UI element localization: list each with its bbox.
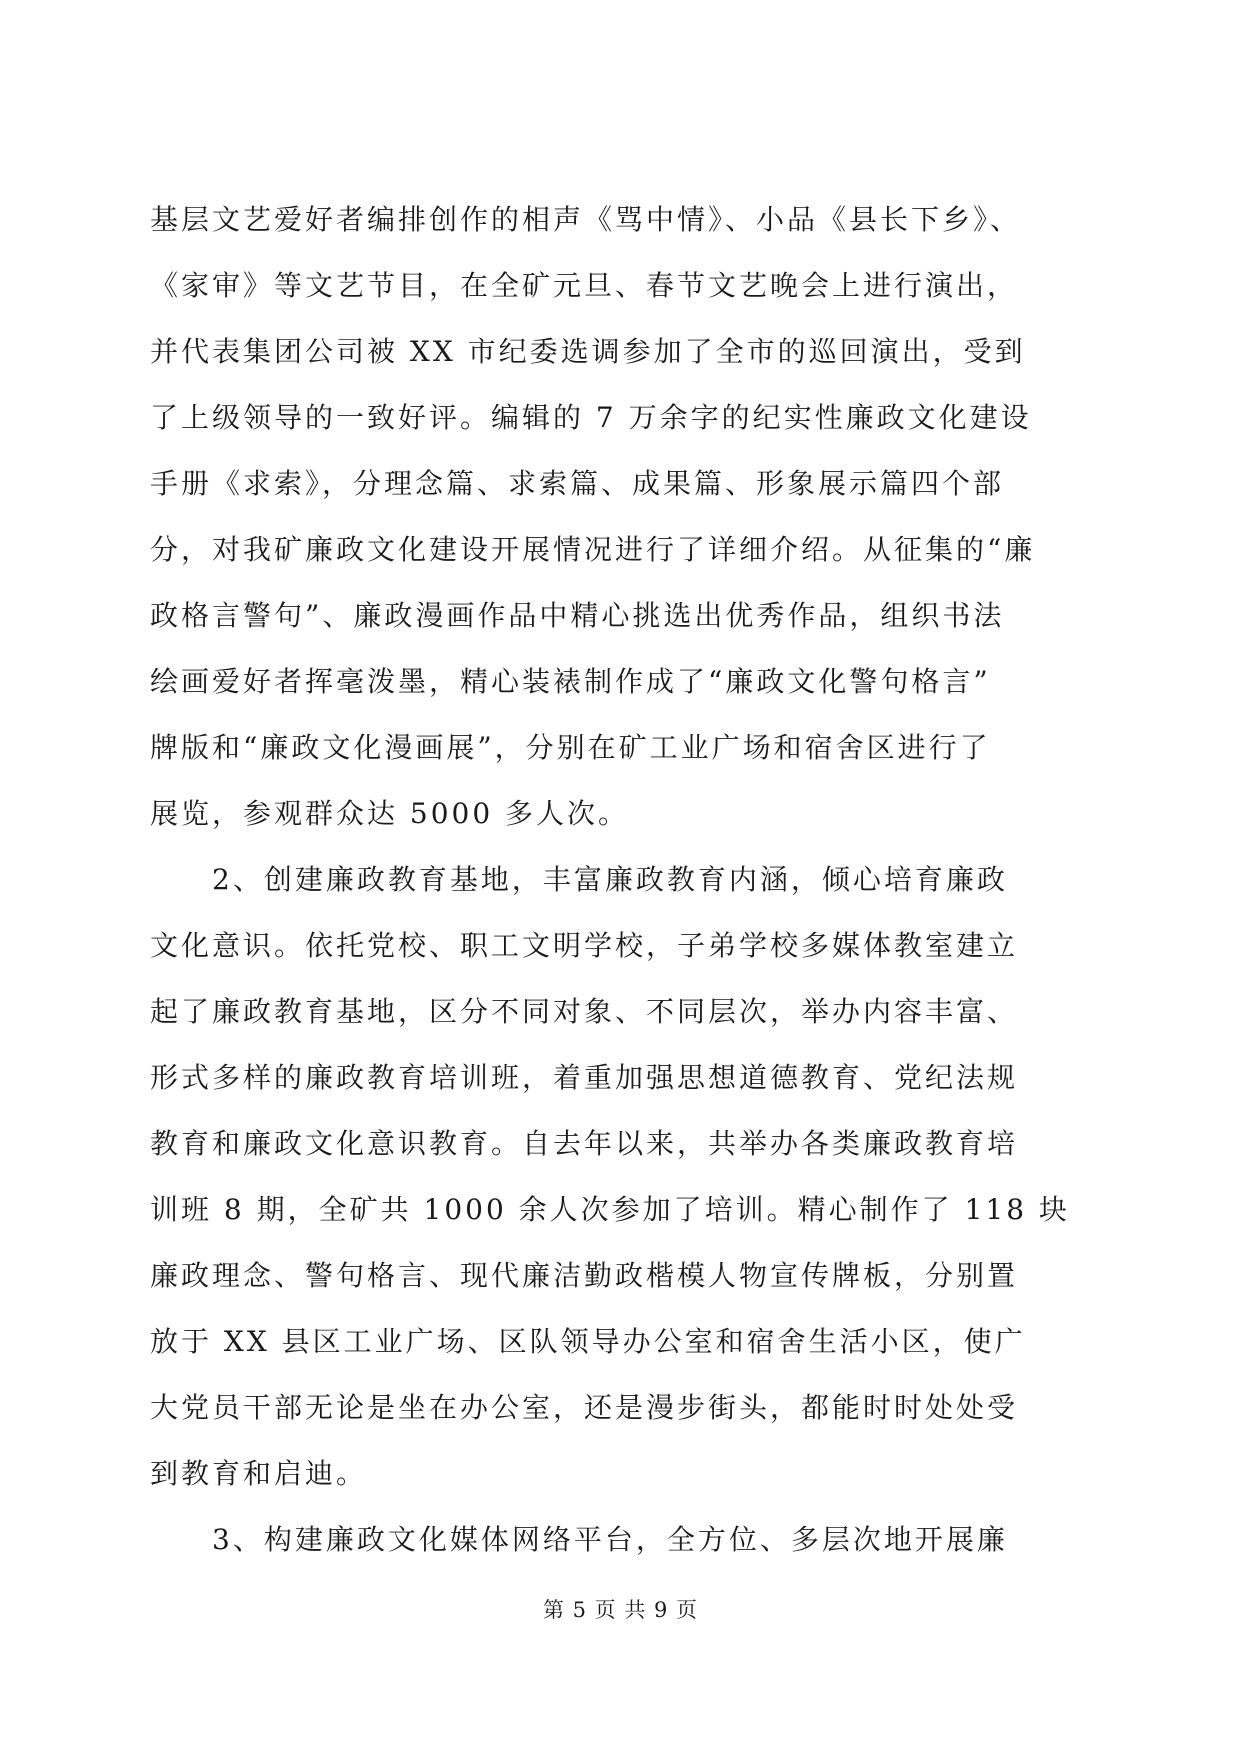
text-line-9: 牌版和“廉政文化漫画展”，分别在矿工业广场和宿舍区进行了 [150,731,991,764]
text-line-19: 大党员干部无论是坐在办公室，还是漫步街头，都能时时处处受 [150,1391,1019,1424]
text-line-4: 了上级领导的一致好评。编辑的 7 万余字的纪实性廉政文化建设 [150,401,1032,434]
text-line-17: 廉政理念、警句格言、现代廉洁勤政楷模人物宣传牌板，分别置 [150,1259,1019,1292]
text-line-1: 基层文艺爱好者编排创作的相声《骂中情》、小品《县长下乡》、 [150,203,1022,236]
text-line-14: 形式多样的廉政教育培训班，着重加强思想道德教育、党纪法规 [150,1061,1019,1094]
paragraph-2-start: 2、创建廉政教育基地，丰富廉政教育内涵，倾心培育廉政 [150,863,1008,896]
text-line-7: 政格言警句”、廉政漫画作品中精心挑选出优秀作品，组织书法 [150,599,1005,632]
text-line-20: 到教育和启迪。 [150,1457,368,1490]
text-line-2: 《家审》等文艺节目，在全矿元旦、春节文艺晚会上进行演出， [150,269,1019,302]
page-number-footer: 第 5 页 共 9 页 [542,1598,699,1622]
text-line-16: 训班 8 期，全矿共 1000 余人次参加了培训。精心制作了 118 块 [150,1193,1070,1226]
text-line-3: 并代表集团公司被 XX 市纪委选调参加了全市的巡回演出，受到 [150,335,1026,368]
text-line-5: 手册《求索》，分理念篇、求索篇、成果篇、形象展示篇四个部 [150,467,1005,500]
text-line-6: 分，对我矿廉政文化建设开展情况进行了详细介绍。从征集的“廉 [150,533,1036,566]
text-line-12: 文化意识。依托党校、职工文明学校，子弟学校多媒体教室建立 [150,929,1019,962]
text-line-10: 展览，参观群众达 5000 多人次。 [150,797,630,830]
text-line-13: 起了廉政教育基地，区分不同对象、不同层次，举办内容丰富、 [150,995,1019,1028]
text-line-15: 教育和廉政文化意识教育。自去年以来，共举办各类廉政教育培 [150,1127,1019,1160]
paragraph-3-start: 3、构建廉政文化媒体网络平台，全方位、多层次地开展廉 [150,1523,1008,1556]
text-line-8: 绘画爱好者挥毫泼墨，精心装裱制作成了“廉政文化警句格言” [150,665,991,698]
text-line-18: 放于 XX 县区工业广场、区队领导办公室和宿舍生活小区，使广 [150,1325,1026,1358]
